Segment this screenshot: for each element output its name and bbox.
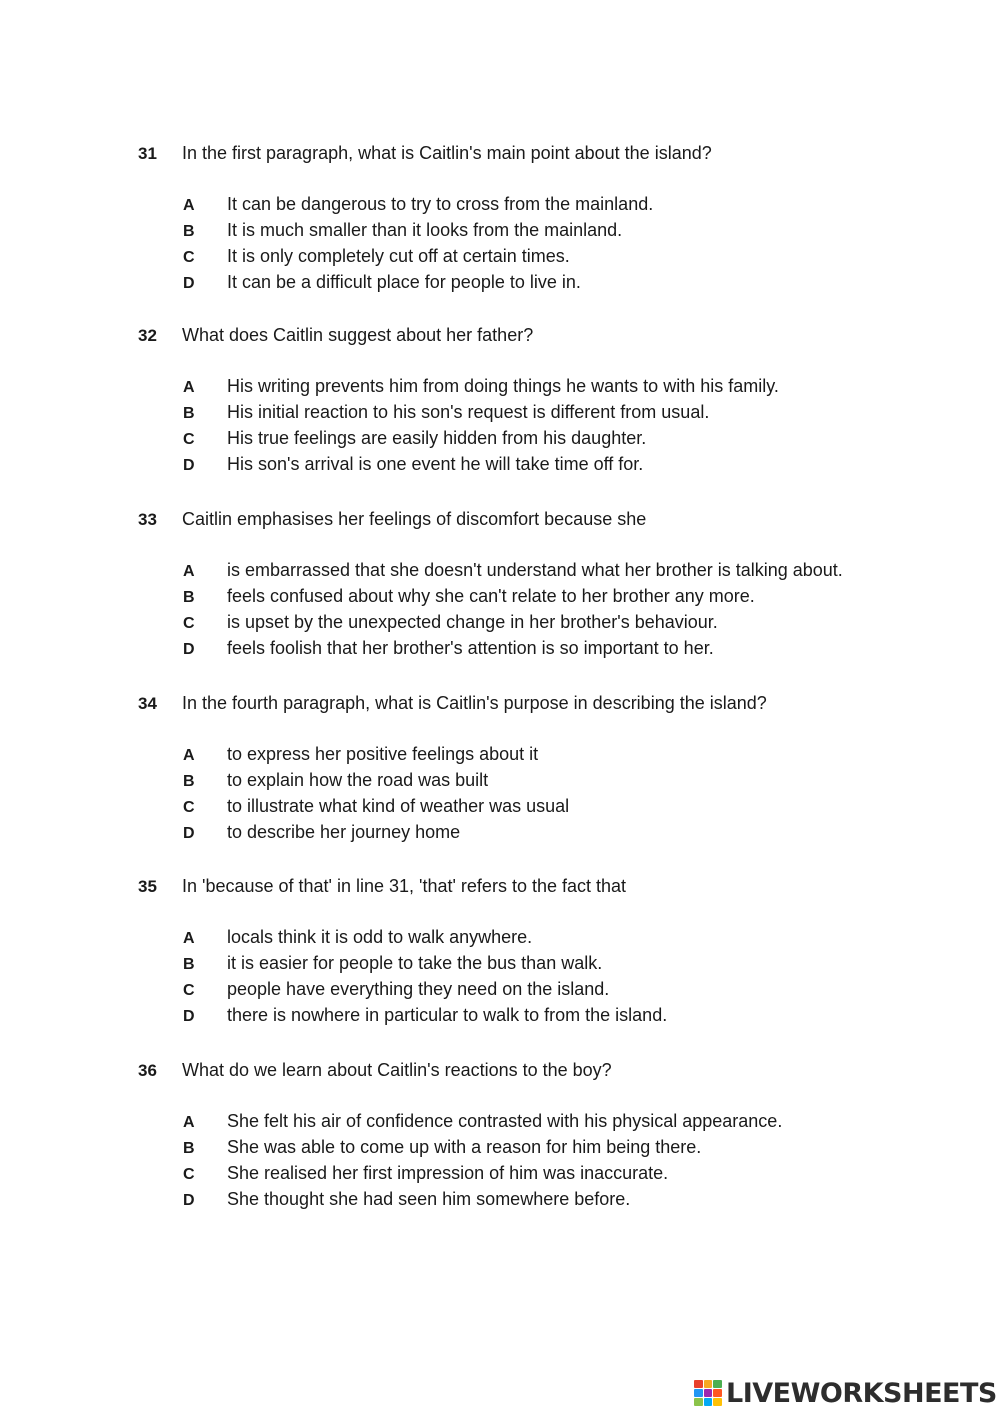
question-33 [138, 508, 978, 662]
question-number: 36 [138, 1061, 157, 1080]
option-letter: C [183, 249, 195, 266]
logo-tile [694, 1380, 703, 1388]
option-text: feels confused about why she can't relate to her brother any more. [227, 586, 755, 606]
answer-options [138, 742, 978, 846]
option-letter: C [183, 982, 195, 999]
option-b[interactable] [138, 218, 978, 244]
option-letter: D [183, 1008, 195, 1025]
question-text: What does Caitlin suggest about her father? [182, 325, 534, 345]
option-text: it is easier for people to take the bus than walk. [227, 953, 603, 973]
question-text: In 'because of that' in line 31, 'that' refers to the fact that [182, 876, 627, 896]
option-text: His son's arrival is one event he will take time off for. [227, 454, 644, 474]
liveworksheets-logo-icon [694, 1380, 722, 1406]
option-letter: C [183, 1166, 195, 1183]
option-a[interactable] [138, 1109, 978, 1135]
option-letter: D [183, 1192, 195, 1209]
option-text: She felt his air of confidence contrasted with his physical appearance. [227, 1111, 783, 1131]
option-c[interactable] [138, 1161, 978, 1187]
option-text: is upset by the unexpected change in her brother's behaviour. [227, 612, 718, 632]
brand-name: LIVEWORKSHEETS [726, 1377, 997, 1409]
option-letter: D [183, 641, 195, 658]
option-a[interactable] [138, 558, 978, 584]
option-letter: B [183, 773, 195, 790]
option-text: His initial reaction to his son's request is different from usual. [227, 402, 710, 422]
question-34 [138, 692, 978, 846]
question-text: What do we learn about Caitlin's reactions to the boy? [182, 1060, 612, 1080]
option-letter: C [183, 431, 195, 448]
question-number: 35 [138, 877, 157, 896]
option-d[interactable] [138, 452, 978, 478]
option-letter: D [183, 275, 195, 292]
question-number: 33 [138, 510, 157, 529]
option-text: His writing prevents him from doing things he wants to with his family. [227, 376, 779, 396]
option-d[interactable] [138, 820, 978, 846]
option-c[interactable] [138, 244, 978, 270]
option-text: His true feelings are easily hidden from his daughter. [227, 428, 647, 448]
question-number: 31 [138, 144, 157, 163]
option-letter: B [183, 405, 195, 422]
option-text: to illustrate what kind of weather was usual [227, 796, 570, 816]
option-text: to express her positive feelings about it [227, 744, 539, 764]
logo-tile [713, 1398, 722, 1406]
option-letter: C [183, 799, 195, 816]
option-text: She thought she had seen him somewhere before. [227, 1189, 631, 1209]
option-text: It is only completely cut off at certain times. [227, 246, 570, 266]
option-text: It is much smaller than it looks from the mainland. [227, 220, 623, 240]
option-text: people have everything they need on the island. [227, 979, 610, 999]
option-c[interactable] [138, 426, 978, 452]
question-36 [138, 1059, 978, 1213]
logo-tile [694, 1398, 703, 1406]
option-text: She was able to come up with a reason for him being there. [227, 1137, 702, 1157]
option-text: to explain how the road was built [227, 770, 489, 790]
liveworksheets-logo[interactable] [694, 1378, 997, 1408]
logo-tile [713, 1380, 722, 1388]
option-letter: C [183, 615, 195, 632]
answer-options [138, 558, 978, 662]
option-b[interactable] [138, 400, 978, 426]
option-b[interactable] [138, 951, 978, 977]
option-letter: A [183, 379, 195, 396]
answer-options [138, 925, 978, 1029]
question-text: In the first paragraph, what is Caitlin's main point about the island? [182, 143, 712, 163]
option-letter: A [183, 1114, 195, 1131]
option-text: to describe her journey home [227, 822, 461, 842]
option-letter: D [183, 457, 195, 474]
option-text: locals think it is odd to walk anywhere. [227, 927, 533, 947]
option-d[interactable] [138, 636, 978, 662]
option-letter: B [183, 1140, 195, 1157]
question-number: 32 [138, 326, 157, 345]
option-a[interactable] [138, 742, 978, 768]
option-a[interactable] [138, 374, 978, 400]
question-32 [138, 324, 978, 478]
option-letter: A [183, 747, 195, 764]
option-b[interactable] [138, 768, 978, 794]
option-c[interactable] [138, 977, 978, 1003]
option-text: is embarrassed that she doesn't understand what her brother is talking about. [227, 560, 843, 580]
option-letter: B [183, 956, 195, 973]
question-text: Caitlin emphasises her feelings of discomfort because she [182, 509, 647, 529]
answer-options [138, 192, 978, 296]
option-letter: A [183, 563, 195, 580]
option-b[interactable] [138, 1135, 978, 1161]
logo-tile [713, 1389, 722, 1397]
option-d[interactable] [138, 1187, 978, 1213]
logo-tile [704, 1398, 713, 1406]
option-letter: A [183, 930, 195, 947]
option-d[interactable] [138, 270, 978, 296]
option-a[interactable] [138, 925, 978, 951]
option-c[interactable] [138, 794, 978, 820]
logo-tile [704, 1389, 713, 1397]
question-31 [138, 142, 978, 296]
question-text: In the fourth paragraph, what is Caitlin's purpose in describing the island? [182, 693, 767, 713]
option-d[interactable] [138, 1003, 978, 1029]
answer-options [138, 374, 978, 478]
option-a[interactable] [138, 192, 978, 218]
option-letter: A [183, 197, 195, 214]
option-text: She realised her first impression of him was inaccurate. [227, 1163, 669, 1183]
logo-tile [704, 1380, 713, 1388]
question-35 [138, 875, 978, 1029]
option-letter: B [183, 223, 195, 240]
option-text: It can be a difficult place for people to live in. [227, 272, 581, 292]
logo-tile [694, 1389, 703, 1397]
option-text: feels foolish that her brother's attention is so important to her. [227, 638, 714, 658]
option-c[interactable] [138, 610, 978, 636]
answer-options [138, 1109, 978, 1213]
question-number: 34 [138, 694, 157, 713]
option-b[interactable] [138, 584, 978, 610]
option-text: there is nowhere in particular to walk to from the island. [227, 1005, 668, 1025]
option-letter: D [183, 825, 195, 842]
option-text: It can be dangerous to try to cross from the mainland. [227, 194, 654, 214]
option-letter: B [183, 589, 195, 606]
